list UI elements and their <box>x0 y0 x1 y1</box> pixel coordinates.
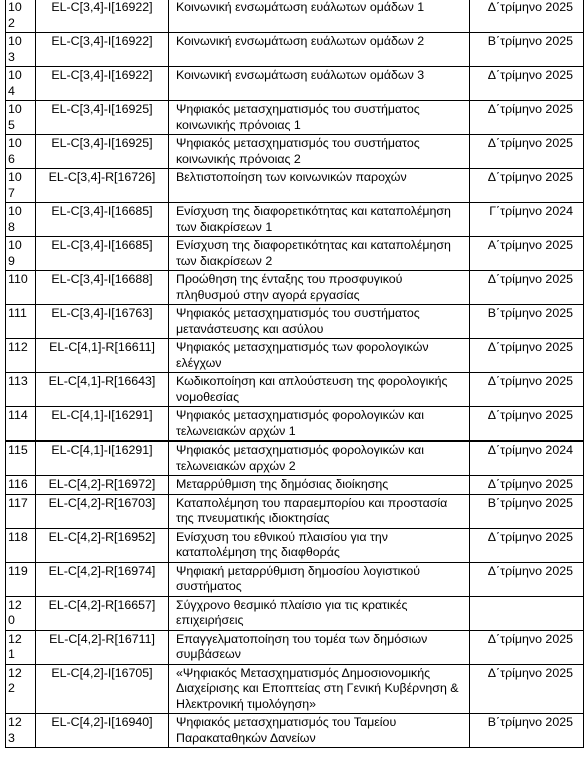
measure-code-cell <box>36 562 169 596</box>
row-number-cell <box>6 476 36 495</box>
quarter-cell <box>470 169 584 203</box>
measure-description-cell <box>169 135 470 169</box>
measure-description-cell <box>169 596 470 630</box>
table-row <box>6 494 584 528</box>
row-number-cell <box>6 528 36 562</box>
quarter-cell <box>470 596 584 630</box>
measure-code-cell <box>36 67 169 101</box>
row-number-cell <box>6 67 36 101</box>
row-number: 12 2 <box>8 665 22 695</box>
quarter-cell <box>470 237 584 271</box>
row-number: 111 <box>8 306 27 320</box>
measure-code: EL-C[4,2]-R[16657] <box>48 597 156 612</box>
measure-description-cell <box>169 0 470 33</box>
measure-code: EL-C[4,1]-R[16611] <box>49 340 155 354</box>
measure-description-cell <box>169 714 470 748</box>
quarter: Δ΄τρίμηνο 2025 <box>487 0 573 14</box>
row-number-cell <box>6 664 36 714</box>
quarter-cell <box>470 67 584 101</box>
measure-description: Κοινωνική ενσωμάτωση ευάλωτων ομάδων 1 <box>176 0 425 14</box>
row-number-cell <box>6 407 36 442</box>
measure-description-cell <box>169 339 470 373</box>
quarter-cell <box>470 373 584 407</box>
quarter: Δ΄τρίμηνο 2025 <box>487 272 573 286</box>
row-number: 117 <box>8 495 28 510</box>
row-number: 10 5 <box>8 102 22 132</box>
row-number-cell <box>6 169 36 203</box>
quarter: Δ΄τρίμηνο 2025 <box>487 374 573 388</box>
measure-description: Ψηφιακός μετασχηματισμός των φορολογικών ελέγχων <box>176 340 429 370</box>
quarter: Α΄τρίμηνο 2025 <box>487 238 573 252</box>
measure-description: Μεταρρύθμιση της δημόσιας διοίκησης <box>176 477 389 491</box>
measure-code: EL-C[3,4]-I[16685] <box>51 238 153 252</box>
row-number-cell <box>6 237 36 271</box>
row-number: 112 <box>8 340 28 354</box>
row-number: 10 4 <box>8 68 22 98</box>
measure-description: Ενίσχυση της διαφορετικότητας και καταπολέμηση των διακρίσεων 1 <box>176 204 451 234</box>
row-number: 118 <box>8 529 28 544</box>
row-number: 115 <box>8 443 28 457</box>
measure-code-cell <box>36 494 169 528</box>
measure-code: EL-C[4,2]-R[16972] <box>48 477 156 491</box>
measure-description: Βελτιστοποίηση των κοινωνικών παροχών <box>176 170 407 184</box>
measure-code: EL-C[4,1]-I[16291] <box>51 408 153 422</box>
table-row <box>6 441 584 476</box>
table-row <box>6 476 584 495</box>
table-row <box>6 271 584 305</box>
quarter: Δ΄τρίμηνο 2025 <box>487 136 573 150</box>
measure-code: EL-C[3,4]-R[16726] <box>48 170 156 184</box>
measure-description-cell <box>169 441 470 476</box>
quarter-cell <box>470 407 584 442</box>
measure-code: EL-C[4,2]-I[16705] <box>51 665 153 680</box>
quarter: Δ΄τρίμηνο 2025 <box>487 170 573 184</box>
table-row <box>6 596 584 630</box>
measure-description: Προώθηση της ένταξης του προσφυγικού πληθυσμού στην αγορά εργασίας <box>176 272 403 302</box>
measure-code-cell <box>36 271 169 305</box>
quarter: Δ΄τρίμηνο 2025 <box>487 408 573 422</box>
table-row <box>6 0 584 33</box>
measure-code: EL-C[3,4]-I[16685] <box>51 204 153 218</box>
measure-description-cell <box>169 373 470 407</box>
measure-code-cell <box>36 339 169 373</box>
table-body <box>6 0 584 748</box>
row-number-cell <box>6 0 36 33</box>
measure-code-cell <box>36 664 169 714</box>
measure-description: Ψηφιακός μετασχηματισμός φορολογικών και τελωνειακών αρχών 2 <box>176 443 424 473</box>
quarter-cell <box>470 562 584 596</box>
table-row <box>6 339 584 373</box>
table-row <box>6 67 584 101</box>
measure-description: Σύγχρονο θεσμικό πλαίσιο για τις κρατικές επιχειρήσεις <box>176 597 408 627</box>
measure-description: Κοινωνική ενσωμάτωση ευάλωτων ομάδων 2 <box>176 34 425 48</box>
measure-code-cell <box>36 528 169 562</box>
measure-code-cell <box>36 373 169 407</box>
quarter-cell <box>470 0 584 33</box>
row-number: 113 <box>8 374 28 388</box>
quarter-cell <box>470 441 584 476</box>
row-number-cell <box>6 203 36 237</box>
measure-description-cell <box>169 67 470 101</box>
row-number-cell <box>6 135 36 169</box>
measure-description: Κωδικοποίηση και απλούστευση της φορολογικής νομοθεσίας <box>176 374 448 404</box>
table-row <box>6 203 584 237</box>
measure-code: EL-C[3,4]-I[16925] <box>51 102 153 116</box>
table-row <box>6 169 584 203</box>
row-number-cell <box>6 305 36 339</box>
quarter-cell <box>470 339 584 373</box>
measure-code: EL-C[3,4]-I[16763] <box>51 306 153 320</box>
row-number: 10 9 <box>8 238 22 268</box>
measure-description-cell <box>169 528 470 562</box>
measure-description-cell <box>169 407 470 442</box>
quarter-cell <box>470 664 584 714</box>
row-number: 12 1 <box>8 631 22 661</box>
table-row <box>6 528 584 562</box>
measure-code: EL-C[4,2]-R[16974] <box>48 563 156 578</box>
quarter: Β΄τρίμηνο 2025 <box>487 495 573 510</box>
row-number-cell <box>6 33 36 67</box>
table-row <box>6 33 584 67</box>
measure-code: EL-C[4,2]-R[16952] <box>48 529 156 544</box>
row-number: 10 7 <box>8 170 22 200</box>
row-number: 12 0 <box>8 597 22 627</box>
quarter: Β΄τρίμηνο 2025 <box>487 715 573 729</box>
measure-description: Κοινωνική ενσωμάτωση ευάλωτων ομάδων 3 <box>176 68 425 82</box>
measure-description-cell <box>169 305 470 339</box>
quarter: Δ΄τρίμηνο 2025 <box>487 529 573 544</box>
table-row <box>6 101 584 135</box>
quarter-cell <box>470 203 584 237</box>
measure-code-cell <box>36 169 169 203</box>
measure-code: EL-C[3,4]-I[16922] <box>51 34 153 48</box>
row-number-cell <box>6 101 36 135</box>
quarter-cell <box>470 494 584 528</box>
milestones-table <box>5 0 584 748</box>
measure-description-cell <box>169 169 470 203</box>
row-number: 10 6 <box>8 136 22 166</box>
measure-description: Επαγγελματοποίηση του τομέα των δημόσιων συμβάσεων <box>176 631 428 661</box>
row-number-cell <box>6 339 36 373</box>
measure-code-cell <box>36 0 169 33</box>
measure-code: EL-C[4,1]-R[16643] <box>48 374 156 388</box>
table-row <box>6 630 584 664</box>
quarter-cell <box>470 101 584 135</box>
row-number: 10 2 <box>8 0 22 30</box>
measure-description: Ψηφιακός μετασχηματισμός του συστήματος μετανάστευσης και ασύλου <box>176 306 420 336</box>
measure-code-cell <box>36 714 169 748</box>
quarter-cell <box>470 630 584 664</box>
measure-description-cell <box>169 562 470 596</box>
table-row <box>6 714 584 748</box>
quarter: Γ΄τρίμηνο 2024 <box>489 204 573 218</box>
quarter-cell <box>470 135 584 169</box>
table-row <box>6 373 584 407</box>
quarter-cell <box>470 271 584 305</box>
measure-code-cell <box>36 101 169 135</box>
quarter-cell <box>470 33 584 67</box>
quarter-cell <box>470 528 584 562</box>
quarter: Δ΄τρίμηνο 2025 <box>487 340 573 354</box>
row-number: 119 <box>8 563 28 578</box>
measure-description: Ψηφιακός μετασχηματισμός του συστήματος κοινωνικής πρόνοιας 1 <box>176 102 420 132</box>
measure-description-cell <box>169 630 470 664</box>
measure-description-cell <box>169 101 470 135</box>
measure-code-cell <box>36 33 169 67</box>
measure-description-cell <box>169 494 470 528</box>
quarter-cell <box>470 714 584 748</box>
measure-code-cell <box>36 596 169 630</box>
measure-code: EL-C[3,4]-I[16922] <box>51 68 153 82</box>
row-number: 12 3 <box>8 715 22 745</box>
row-number: 116 <box>8 477 28 491</box>
measure-code-cell <box>36 630 169 664</box>
quarter: Δ΄τρίμηνο 2025 <box>487 665 573 680</box>
measure-code: EL-C[3,4]-I[16925] <box>51 136 153 150</box>
quarter: Δ΄τρίμηνο 2025 <box>487 477 573 491</box>
row-number-cell <box>6 714 36 748</box>
row-number-cell <box>6 494 36 528</box>
measure-description: Καταπολέμηση του παραεμπορίου και προστασία της πνευματικής ιδιοκτησίας <box>176 495 448 525</box>
table-row <box>6 562 584 596</box>
measure-description: Ψηφιακός μετασχηματισμός του Ταμείου Παρακαταθηκών Δανείων <box>176 715 397 745</box>
row-number: 114 <box>8 408 28 422</box>
row-number-cell <box>6 373 36 407</box>
quarter: Β΄τρίμηνο 2025 <box>487 34 573 48</box>
table-row <box>6 305 584 339</box>
measure-description: Ψηφιακή μεταρρύθμιση δημοσίου λογιστικού συστήματος <box>176 563 421 593</box>
measure-code-cell <box>36 476 169 495</box>
measure-code: EL-C[3,4]-I[16688] <box>51 272 153 286</box>
row-number-cell <box>6 271 36 305</box>
quarter: Δ΄τρίμηνο 2025 <box>487 68 573 82</box>
measure-code-cell <box>36 305 169 339</box>
row-number-cell <box>6 630 36 664</box>
table-row <box>6 664 584 714</box>
table-row <box>6 135 584 169</box>
measure-code-cell <box>36 135 169 169</box>
measure-description-cell <box>169 664 470 714</box>
measure-description: Ενίσχυση του εθνικού πλαισίου για την καταπολέμηση της διαφθοράς <box>176 529 388 559</box>
row-number-cell <box>6 562 36 596</box>
table-row <box>6 237 584 271</box>
quarter: Δ΄τρίμηνο 2025 <box>487 563 573 578</box>
measure-code: EL-C[4,1]-I[16291] <box>51 443 153 457</box>
measure-description-cell <box>169 203 470 237</box>
measure-description-cell <box>169 33 470 67</box>
quarter: Δ΄τρίμηνο 2025 <box>487 102 573 116</box>
measure-description-cell <box>169 476 470 495</box>
measure-code: EL-C[4,2]-I[16940] <box>51 715 153 729</box>
measure-description-cell <box>169 237 470 271</box>
measure-code: EL-C[4,2]-R[16711] <box>49 631 155 646</box>
measure-description-cell <box>169 271 470 305</box>
quarter: Β΄τρίμηνο 2025 <box>487 306 573 320</box>
measure-description: Ψηφιακός μετασχηματισμός του συστήματος κοινωνικής πρόνοιας 2 <box>176 136 420 166</box>
row-number: 10 8 <box>8 204 22 234</box>
measure-description: Ενίσχυση της διαφορετικότητας και καταπολέμηση των διακρίσεων 2 <box>176 238 451 268</box>
measure-code: EL-C[4,2]-R[16703] <box>48 495 156 510</box>
measure-code-cell <box>36 237 169 271</box>
quarter: Δ΄τρίμηνο 2025 <box>487 631 573 646</box>
row-number: 10 3 <box>8 34 22 64</box>
table-row <box>6 407 584 442</box>
quarter-cell <box>470 305 584 339</box>
quarter: Δ΄τρίμηνο 2024 <box>487 443 573 457</box>
quarter-cell <box>470 476 584 495</box>
measure-code-cell <box>36 441 169 476</box>
measure-description: Ψηφιακός μετασχηματισμός φορολογικών και τελωνειακών αρχών 1 <box>176 408 424 438</box>
row-number: 110 <box>8 272 28 286</box>
measure-code-cell <box>36 203 169 237</box>
measure-code: EL-C[3,4]-I[16922] <box>51 0 153 14</box>
measure-description: «Ψηφιακός Μετασχηματισμός Δημοσιονομικής Διαχείρισης και Εποπτείας στη Γενική Κυβέρνηση & Ηλεκτρονική τιμολόγηση» <box>176 665 459 711</box>
measure-code-cell <box>36 407 169 442</box>
row-number-cell <box>6 596 36 630</box>
row-number-cell <box>6 441 36 476</box>
